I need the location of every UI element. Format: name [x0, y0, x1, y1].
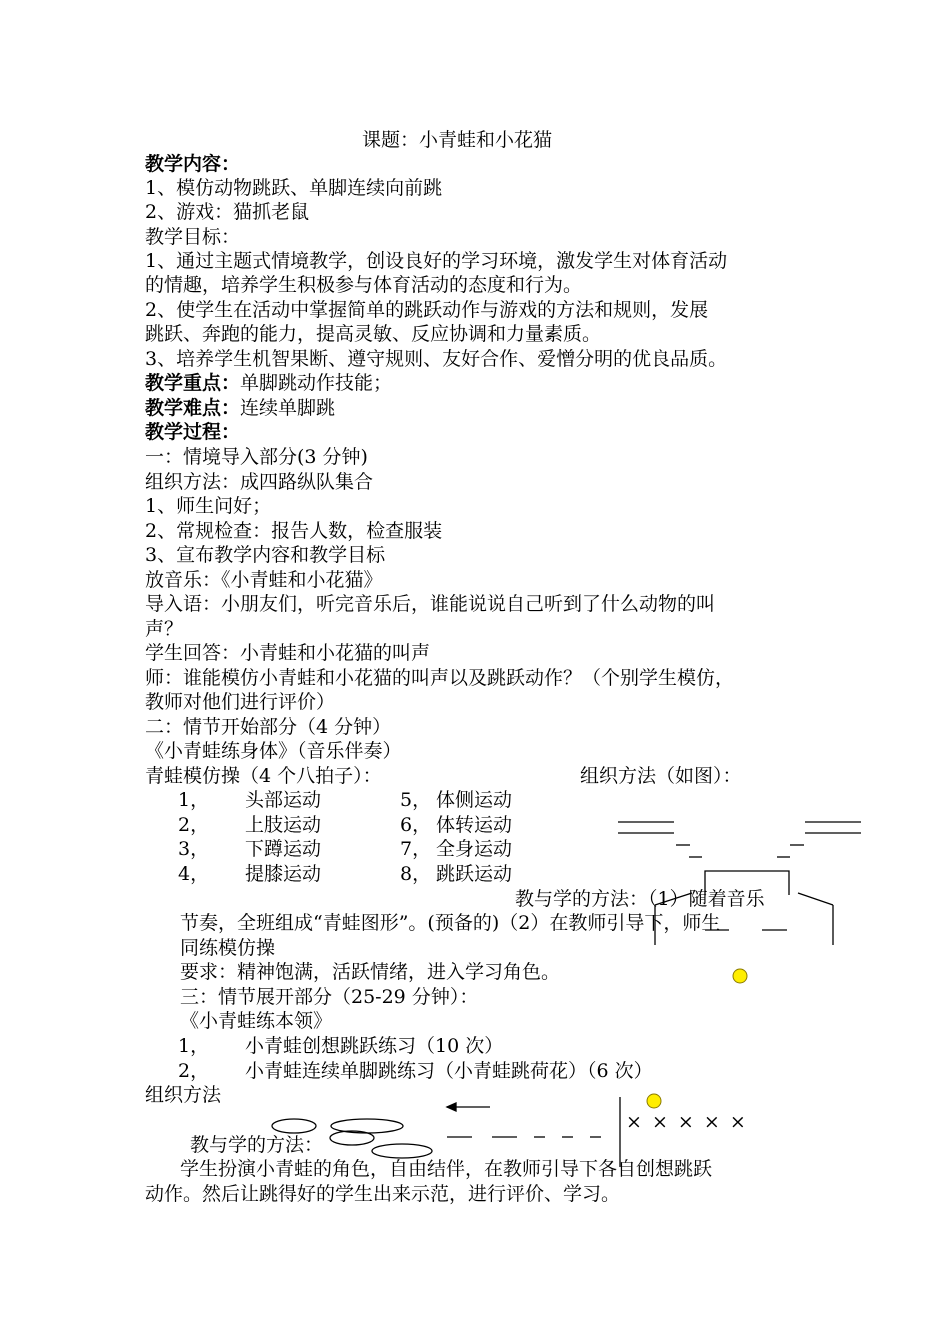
part1-org: 组织方法：成四路纵队集合	[145, 471, 374, 493]
goal-line: 3、培养学生机智果断、遵守规则、友好合作、爱憎分明的优良品质。	[145, 348, 728, 370]
process-heading: 教学过程：	[145, 421, 241, 443]
exercise-num: 2，	[178, 814, 210, 836]
lotus-jump-diagram	[272, 1097, 620, 1167]
exercise-name: 体转运动	[436, 814, 513, 836]
part2-method: 同练模仿操	[180, 937, 276, 959]
part1-item: 3、宣布教学内容和教学目标	[145, 544, 386, 566]
part2-org-label: 组织方法（如图）：	[580, 765, 742, 787]
exercise-num: 5，	[400, 789, 432, 811]
part1-teacher: 师：谁能模仿小青蛙和小花猫的叫声以及跳跃动作？（个别学生模仿，	[145, 667, 735, 689]
part3-method: 学生扮演小青蛙的角色，自由结伴，在教师引导下各自创想跳跃	[180, 1158, 713, 1180]
exercise-name: 全身运动	[436, 838, 513, 860]
exercise-name: 体侧运动	[436, 789, 513, 811]
students-row: × × × × ×	[626, 1111, 748, 1133]
part2-song: 《小青蛙练身体》（音乐伴奏）	[145, 740, 402, 762]
part2-method: 节奏，全班组成“青蛙图形”。(预备的)（2）在教师引导下，师生	[180, 912, 721, 934]
part3-method-heading: 教与学的方法：	[190, 1134, 324, 1156]
lotus-leaf	[331, 1119, 403, 1133]
goal-line: 的情趣，培养学生积极参与体育活动的态度和行为。	[145, 274, 583, 296]
exercise-num: 7，	[400, 838, 432, 860]
exercise-num: 1，	[178, 789, 210, 811]
exercise-num: 8，	[400, 863, 432, 885]
frog-arm-right	[798, 893, 833, 905]
part1-item: 2、常规检查：报告人数，检查服装	[145, 520, 443, 542]
lotus-leaf	[330, 1131, 374, 1145]
part1-teacher: 教师对他们进行评价）	[145, 691, 336, 713]
part3-heading: 三：情节展开部分（25-29 分钟）：	[180, 986, 479, 1008]
part1-music: 放音乐：《小青蛙和小花猫》	[145, 569, 383, 591]
goal-line: 跳跃、奔跑的能力，提高灵敏、反应协调和力量素质。	[145, 323, 602, 345]
content-item: 1、模仿动物跳跃、单脚连续向前跳	[145, 177, 443, 199]
teacher-dot	[647, 1094, 661, 1108]
difficulty-text: 连续单脚跳	[240, 397, 336, 419]
frog-formation-diagram	[618, 822, 861, 945]
part3-item-num: 1，	[178, 1035, 210, 1057]
exercise-name: 头部运动	[245, 789, 322, 811]
focus-label: 教学重点：	[145, 372, 241, 394]
exercise-name: 下蹲运动	[245, 838, 322, 860]
part2-requirement: 要求：精神饱满，活跃情绪，进入学习角色。	[180, 961, 561, 983]
goals-heading: 教学目标：	[145, 226, 241, 248]
part2-exercise-title: 青蛙模仿操（4 个八拍子）：	[145, 765, 382, 787]
part3-method: 动作。然后让跳得好的学生出来示范，进行评价、学习。	[145, 1183, 621, 1205]
part3-org: 组织方法	[145, 1084, 222, 1106]
goal-line: 2、使学生在活动中掌握简单的跳跃动作与游戏的方法和规则，发展	[145, 299, 709, 321]
part1-heading: 一：情境导入部分(3 分钟)	[145, 446, 368, 468]
goal-line: 1、通过主题式情境教学，创设良好的学习环境，激发学生对体育活动	[145, 250, 728, 272]
part1-intro: 声？	[145, 618, 184, 640]
focus-text: 单脚跳动作技能；	[240, 372, 393, 394]
exercise-name: 跳跃运动	[436, 863, 513, 885]
exercise-num: 4，	[178, 863, 210, 885]
exercise-name: 上肢运动	[245, 814, 322, 836]
part2-method: 教与学的方法：（1）随着音乐	[515, 888, 765, 910]
lotus-leaf	[272, 1119, 316, 1133]
exercise-num: 6，	[400, 814, 432, 836]
frog-arm-left	[655, 893, 692, 905]
teacher-dot	[733, 969, 747, 983]
frog-head-outline	[705, 871, 789, 895]
exercise-name: 提膝运动	[245, 863, 322, 885]
content-item: 2、游戏：猫抓老鼠	[145, 201, 310, 223]
part3-song: 《小青蛙练本领》	[180, 1010, 333, 1032]
page-title: 课题：小青蛙和小花猫	[362, 129, 553, 151]
lotus-leaf	[372, 1144, 432, 1158]
content-heading: 教学内容：	[145, 153, 241, 175]
part1-intro: 导入语：小朋友们，听完音乐后，谁能说说自己听到了什么动物的叫	[145, 593, 716, 615]
part2-heading: 二：情节开始部分（4 分钟）	[145, 716, 392, 738]
part3-item-num: 2，	[178, 1060, 210, 1082]
part3-item-text: 小青蛙创想跳跃练习（10 次）	[245, 1035, 504, 1057]
difficulty-label: 教学难点：	[145, 397, 241, 419]
part1-item: 1、师生问好；	[145, 495, 272, 517]
arrow-head	[447, 1103, 456, 1111]
exercise-num: 3，	[178, 838, 210, 860]
part3-item-text: 小青蛙连续单脚跳练习（小青蛙跳荷花）（6 次）	[245, 1060, 653, 1082]
part1-answer: 学生回答：小青蛙和小花猫的叫声	[145, 642, 431, 664]
